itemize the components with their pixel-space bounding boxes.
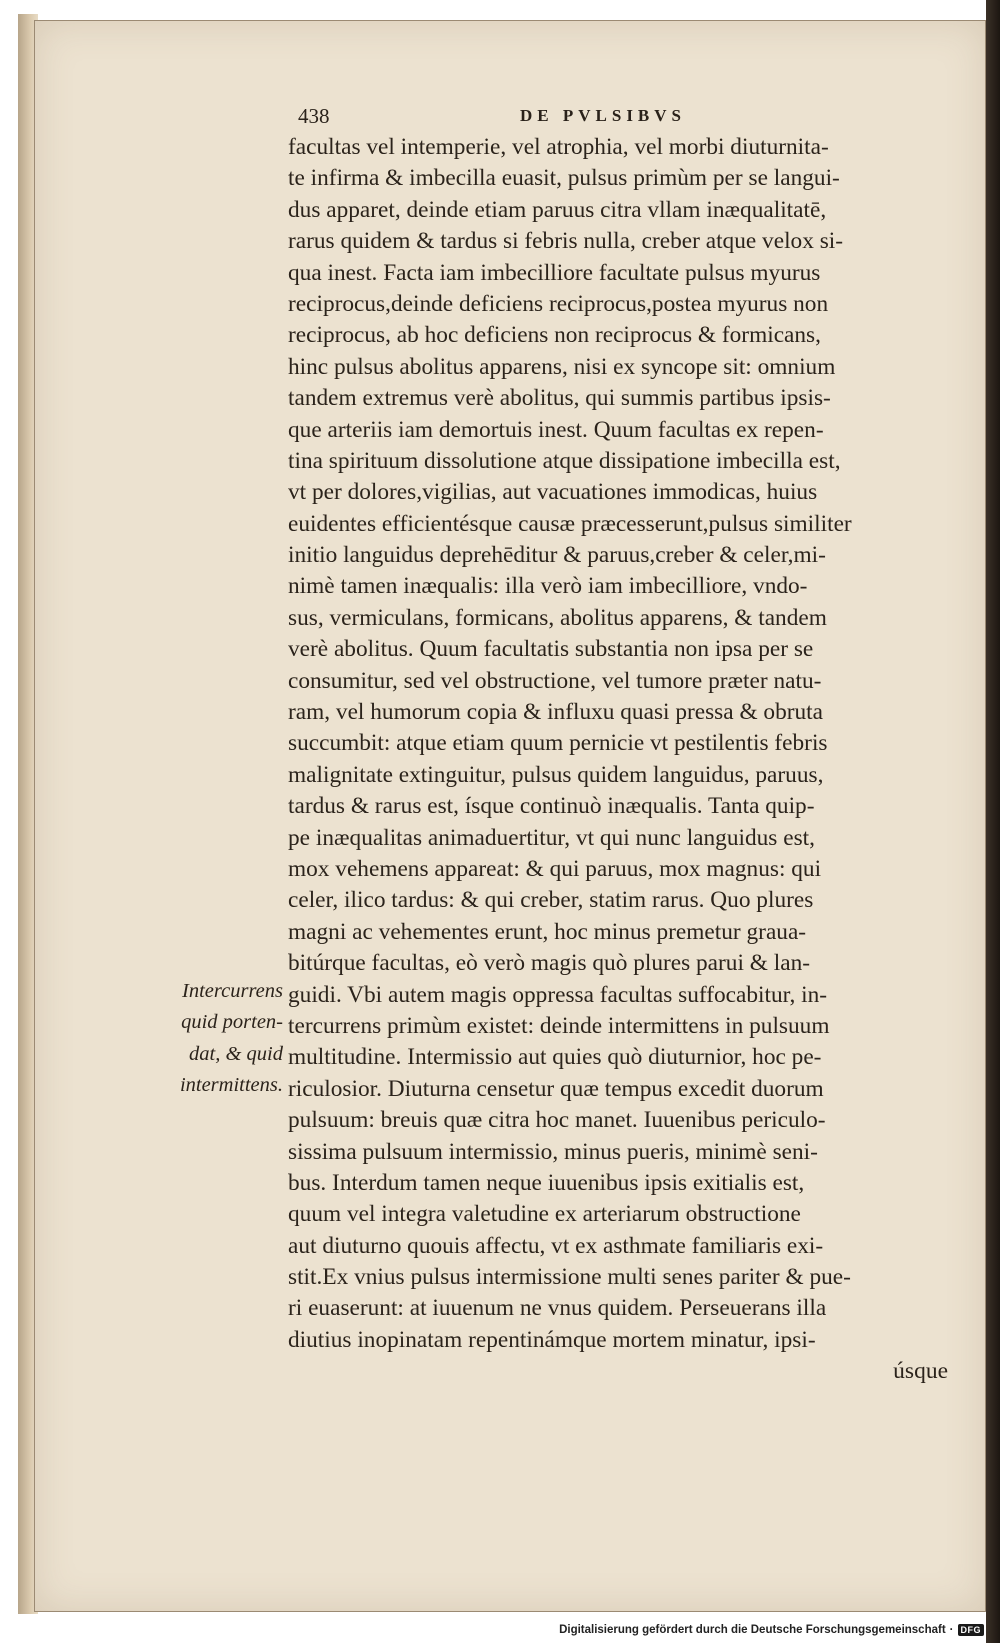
footer-credit: Digitalisierung gefördert durch die Deutsche Forschungsgemeinschaft bbox=[559, 1624, 946, 1636]
text-line: facultas vel intemperie, vel atrophia, vel morbi diuturnita- bbox=[288, 134, 829, 160]
page-number: 438 bbox=[298, 104, 330, 128]
text-line: celer, ilico tardus: & qui creber, statim rarus. Quo plures bbox=[288, 887, 814, 914]
text-line: que arteriis iam demortuis inest. Quum facultas ex repen- bbox=[288, 416, 824, 443]
text-line: reciprocus, ab hoc deficiens non reciprocus & formicans, bbox=[288, 322, 821, 349]
text-line: tina spirituum dissolutione atque dissipatione imbecilla est, bbox=[288, 447, 841, 474]
text-line: reciprocus,deinde deficiens reciprocus,postea myurus non bbox=[288, 290, 829, 317]
text-line: diutius inopinatam repentinámque mortem minatur, ipsi- bbox=[288, 1326, 816, 1353]
text-line: ram, vel humorum copia & influxu quasi pressa & obruta bbox=[288, 699, 823, 726]
text-line: multitudine. Intermissio aut quies quò diuturnior, hoc pe- bbox=[288, 1044, 822, 1071]
marginal-note bbox=[138, 976, 283, 1102]
page-header bbox=[298, 104, 958, 134]
main-text-block bbox=[288, 132, 948, 1388]
text-line: guidi. Vbi autem magis oppressa facultas suffocabitur, in- bbox=[288, 981, 828, 1008]
text-line: verè abolitus. Quum facultatis substantia non ipsa per se bbox=[288, 636, 814, 663]
text-line: succumbit: atque etiam quum pernicie vt pestilentis febris bbox=[288, 730, 828, 757]
text-line: consumitur, sed vel obstructione, vel tumore præter natu- bbox=[288, 667, 822, 694]
text-line: tandem extremus verè abolitus, qui summis partibus ipsis- bbox=[288, 385, 831, 412]
text-line: sissima pulsuum intermissio, minus pueris, minimè seni- bbox=[288, 1138, 818, 1165]
marginal-note-line: Intercurrens bbox=[182, 980, 283, 1002]
text-line: qua inest. Facta iam imbecilliore facultate pulsus myurus bbox=[288, 259, 821, 286]
book-spine bbox=[986, 0, 1000, 1643]
marginal-note-line: quid porten- bbox=[181, 1011, 283, 1034]
text-line: rarus quidem & tardus si febris nulla, creber atque velox si- bbox=[288, 228, 844, 255]
text-line: aut diuturno quouis affectu, vt ex asthmate familiaris exi- bbox=[288, 1232, 824, 1259]
text-line: tardus & rarus est, ísque continuò inæqualis. Tanta quip- bbox=[288, 793, 815, 820]
catchword: úsque bbox=[893, 1358, 948, 1385]
text-line: malignitate extinguitur, pulsus quidem languidus, paruus, bbox=[288, 761, 824, 788]
text-line: nimè tamen inæqualis: illa verò iam imbecilliore, vndo- bbox=[288, 573, 808, 600]
text-line: tercurrens primùm existet: deinde intermittens in pulsuum bbox=[288, 1012, 830, 1039]
text-line: sus, vermiculans, formicans, abolitus apparens, & tandem bbox=[288, 604, 827, 631]
text-line: dus apparet, deinde etiam paruus citra vllam inæqualitatē, bbox=[288, 196, 827, 223]
text-line: pe inæqualitas animaduertitur, vt qui nunc languidus est, bbox=[288, 824, 815, 851]
footer-separator: · bbox=[949, 1624, 954, 1636]
text-line: ri euaserunt: at iuuenum ne vnus quidem. Perseuerans illa bbox=[288, 1295, 827, 1322]
running-head: DE PVLSIBVS bbox=[520, 106, 687, 125]
digitization-footer bbox=[559, 1619, 984, 1641]
text-line: stit.Ex vnius pulsus intermissione multi senes pariter & pue- bbox=[288, 1264, 851, 1291]
marginal-note-line: dat, & quid bbox=[189, 1042, 283, 1065]
text-line: te infirma & imbecilla euasit, pulsus primùm per se langui- bbox=[288, 165, 840, 192]
text-line: quum vel integra valetudine ex arteriarum obstructione bbox=[288, 1201, 801, 1228]
text-line: bus. Interdum tamen neque iuuenibus ipsis exitialis est, bbox=[288, 1169, 805, 1196]
text-line: magni ac vehementes erunt, hoc minus premetur graua- bbox=[288, 918, 807, 945]
text-line: initio languidus deprehēditur & paruus,creber & celer,mi- bbox=[288, 542, 826, 569]
text-line: mox vehemens appareat: & qui paruus, mox magnus: qui bbox=[288, 855, 822, 882]
text-line: bitúrque facultas, eò verò magis quò plures parui & lan- bbox=[288, 950, 811, 977]
text-line: euidentes efficientésque causæ præcesserunt,pulsus similiter bbox=[288, 510, 852, 537]
text-line: pulsuum: breuis quæ citra hoc manet. Iuuenibus periculo- bbox=[288, 1107, 826, 1134]
text-line: hinc pulsus abolitus apparens, nisi ex syncope sit: omnium bbox=[288, 353, 836, 380]
text-line: riculosior. Diuturna censetur quæ tempus excedit duorum bbox=[288, 1075, 824, 1102]
marginal-note-line: intermittens. bbox=[179, 1074, 283, 1097]
dfg-logo-icon: DFG bbox=[958, 1624, 985, 1636]
text-line: vt per dolores,vigilias, aut vacuationes immodicas, huius bbox=[288, 479, 818, 506]
